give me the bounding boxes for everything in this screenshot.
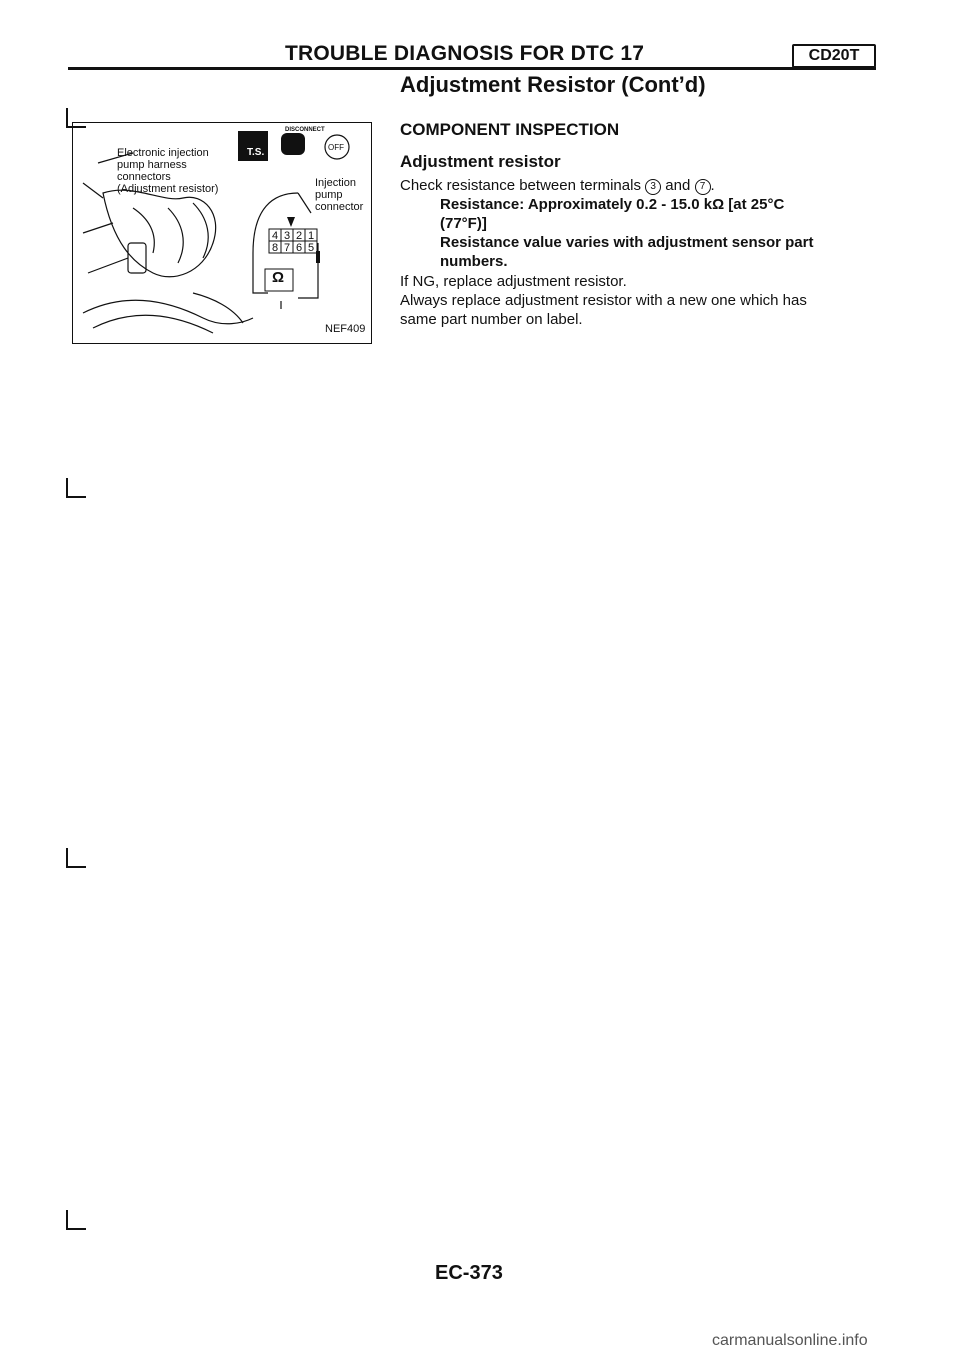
- figure-label-line-3: connectors: [117, 171, 171, 183]
- spec-line-2: (77°F)]: [440, 215, 487, 232]
- connector-pin: 2: [296, 230, 303, 242]
- inspection-figure: [72, 122, 372, 344]
- connector-label-line-3: connector: [315, 201, 364, 213]
- spec-line-1: Resistance: Approximately 0.2 - 15.0 kΩ [at 25°C: [440, 196, 785, 213]
- sentence-period: .: [710, 177, 715, 194]
- and-word: and: [665, 177, 691, 194]
- watermark: carmanualsonline.info: [712, 1332, 868, 1349]
- connector-pin: 7: [284, 242, 291, 254]
- note-line-1: Resistance value varies with adjustment sensor part: [440, 234, 814, 251]
- connector-pin: 6: [296, 242, 303, 254]
- always-line-1: Always replace adjustment resistor with a new one which has: [400, 292, 807, 309]
- ng-instruction: If NG, replace adjustment resistor.: [400, 273, 627, 290]
- connector-pin: 1: [308, 230, 315, 242]
- ts-label: T.S.: [247, 147, 265, 158]
- binding-tick: [66, 1210, 86, 1230]
- item-title: Adjustment resistor: [400, 152, 561, 171]
- check-instruction: [400, 176, 715, 195]
- figure-label-line-2: pump harness: [117, 159, 187, 171]
- figure-code: NEF409: [325, 323, 366, 335]
- figure-label-line-1: Electronic injection: [117, 147, 209, 159]
- disconnect-icon-label: DISCONNECT: [285, 127, 325, 133]
- binding-tick: [66, 108, 86, 128]
- connector-pin: 3: [284, 230, 291, 242]
- engine-code-badge: CD20T: [792, 44, 876, 68]
- page-header-title: TROUBLE DIAGNOSIS FOR DTC 17: [285, 42, 645, 65]
- connector-pin: 8: [272, 242, 279, 254]
- ignition-off-label: OFF: [328, 143, 344, 152]
- connector-label-line-2: pump: [315, 189, 343, 201]
- note-line-2: numbers.: [440, 253, 508, 270]
- connector-label-line-1: Injection: [315, 177, 356, 189]
- terminal-a-marker: 3: [645, 179, 661, 195]
- connector-pin: 4: [272, 230, 279, 242]
- figure-label-line-4: (Adjustment resistor): [117, 183, 219, 195]
- check-prefix: Check resistance between terminals: [400, 177, 641, 194]
- ohmmeter-symbol: Ω: [272, 269, 285, 286]
- subsection-title: COMPONENT INSPECTION: [400, 120, 620, 139]
- binding-tick: [66, 848, 86, 868]
- always-line-2: same part number on label.: [400, 311, 583, 328]
- section-title: Adjustment Resistor (Cont’d): [400, 72, 706, 97]
- page-number: EC-373: [435, 1262, 503, 1284]
- terminal-b-marker: 7: [695, 179, 711, 195]
- connector-pin: 5: [308, 242, 315, 254]
- ts-badge: [238, 131, 268, 161]
- header-rule: [68, 67, 876, 70]
- binding-tick: [66, 478, 86, 498]
